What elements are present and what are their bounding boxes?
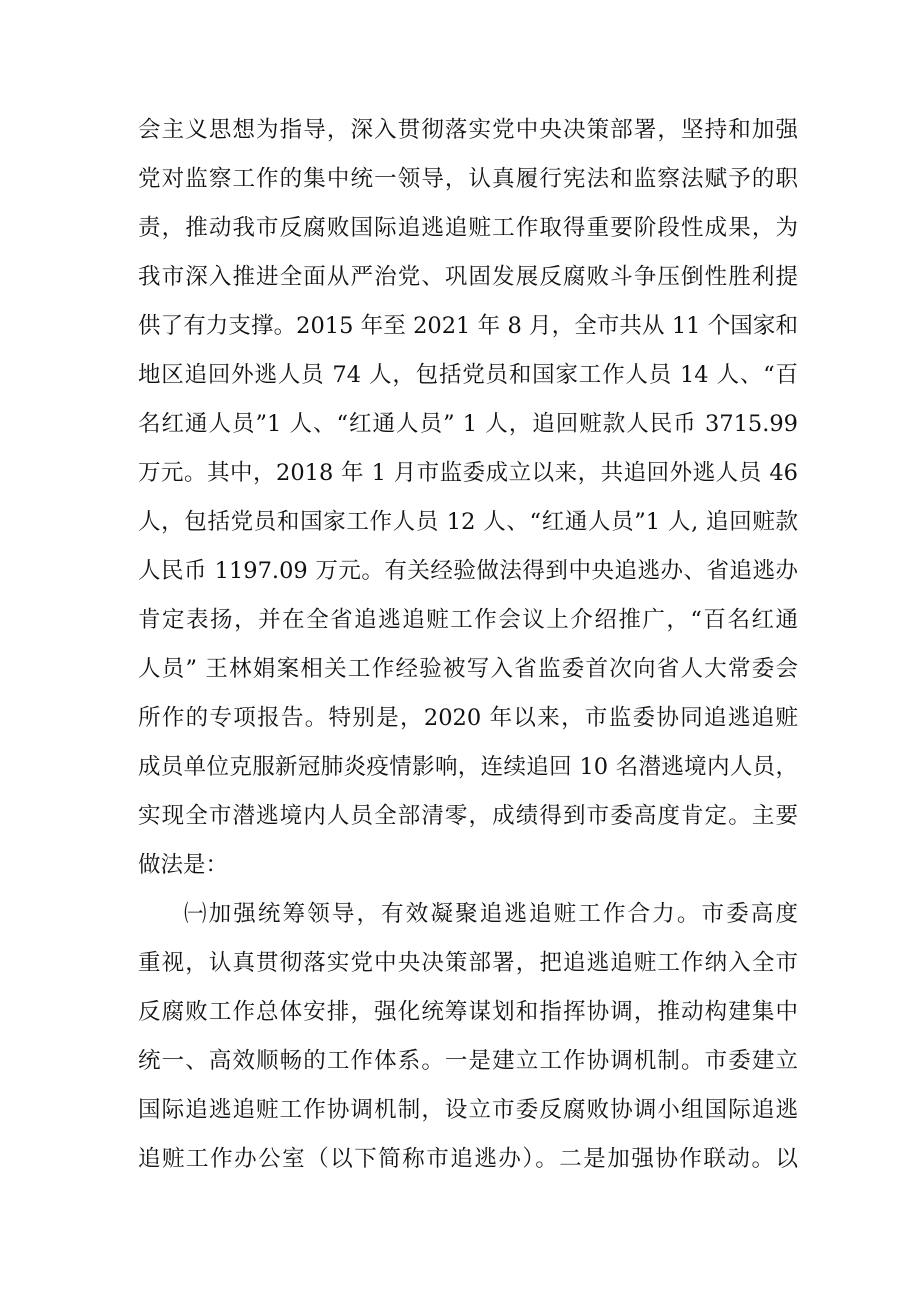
text-line: 万元。其中，2018 年 1 月市监委成立以来，共追回外逃人员 46 — [138, 460, 798, 486]
text-line: 国际追逃追赃工作协调机制，设立市委反腐败协调小组国际追逃 — [138, 1097, 798, 1123]
paragraph-2 — [138, 890, 798, 1184]
text-line: 肯定表扬，并在全省追逃追赃工作会议上介绍推广，“百名红通 — [138, 607, 798, 633]
text-line: 追赃工作办公室（以下简称市追逃办）。二是加强协作联动。以 — [138, 1146, 798, 1172]
text-line: 做法是： — [138, 852, 229, 878]
text-line: 我市深入推进全面从严治党、巩固发展反腐败斗争压倒性胜利提 — [138, 264, 798, 290]
text-line: 会主义思想为指导，深入贯彻落实党中央决策部署，坚持和加强 — [138, 117, 798, 143]
text-line: 实现全市潜逃境内人员全部清零，成绩得到市委高度肯定。主要 — [138, 803, 798, 829]
text-line: 人，包括党员和国家工作人员 12 人、“红通人员”1 人, 追回赃款 — [138, 509, 798, 535]
text-line: 名红通人员”1 人、“红通人员” 1 人，追回赃款人民币 3715.99 — [138, 411, 798, 437]
section-heading-line: ㈠加强统筹领导，有效凝聚追逃追赃工作合力。市委高度 — [184, 901, 798, 927]
text-line: 统一、高效顺畅的工作体系。一是建立工作协调机制。市委建立 — [138, 1048, 798, 1074]
text-line: 人民币 1197.09 万元。有关经验做法得到中央追逃办、省追逃办 — [138, 558, 798, 584]
document-body — [138, 106, 798, 1184]
text-line: 责，推动我市反腐败国际追逃追赃工作取得重要阶段性成果，为 — [138, 215, 798, 241]
text-line: 供了有力支撑。2015 年至 2021 年 8 月，全市共从 11 个国家和 — [138, 313, 798, 339]
text-line: 成员单位克服新冠肺炎疫情影响，连续追回 10 名潜逃境内人员， — [138, 754, 798, 780]
text-line: 所作的专项报告。特别是，2020 年以来，市监委协同追逃追赃 — [138, 705, 798, 731]
text-line: 党对监察工作的集中统一领导，认真履行宪法和监察法赋予的职 — [138, 166, 798, 192]
text-line: 人员” 王林娟案相关工作经验被写入省监委首次向省人大常委会 — [138, 656, 798, 682]
text-line: 地区追回外逃人员 74 人，包括党员和国家工作人员 14 人、“百 — [138, 362, 798, 388]
text-line: 反腐败工作总体安排，强化统筹谋划和指挥协调，推动构建集中 — [138, 999, 798, 1025]
paragraph-1 — [138, 106, 798, 890]
text-line: 重视，认真贯彻落实党中央决策部署，把追逃追赃工作纳入全市 — [138, 950, 798, 976]
